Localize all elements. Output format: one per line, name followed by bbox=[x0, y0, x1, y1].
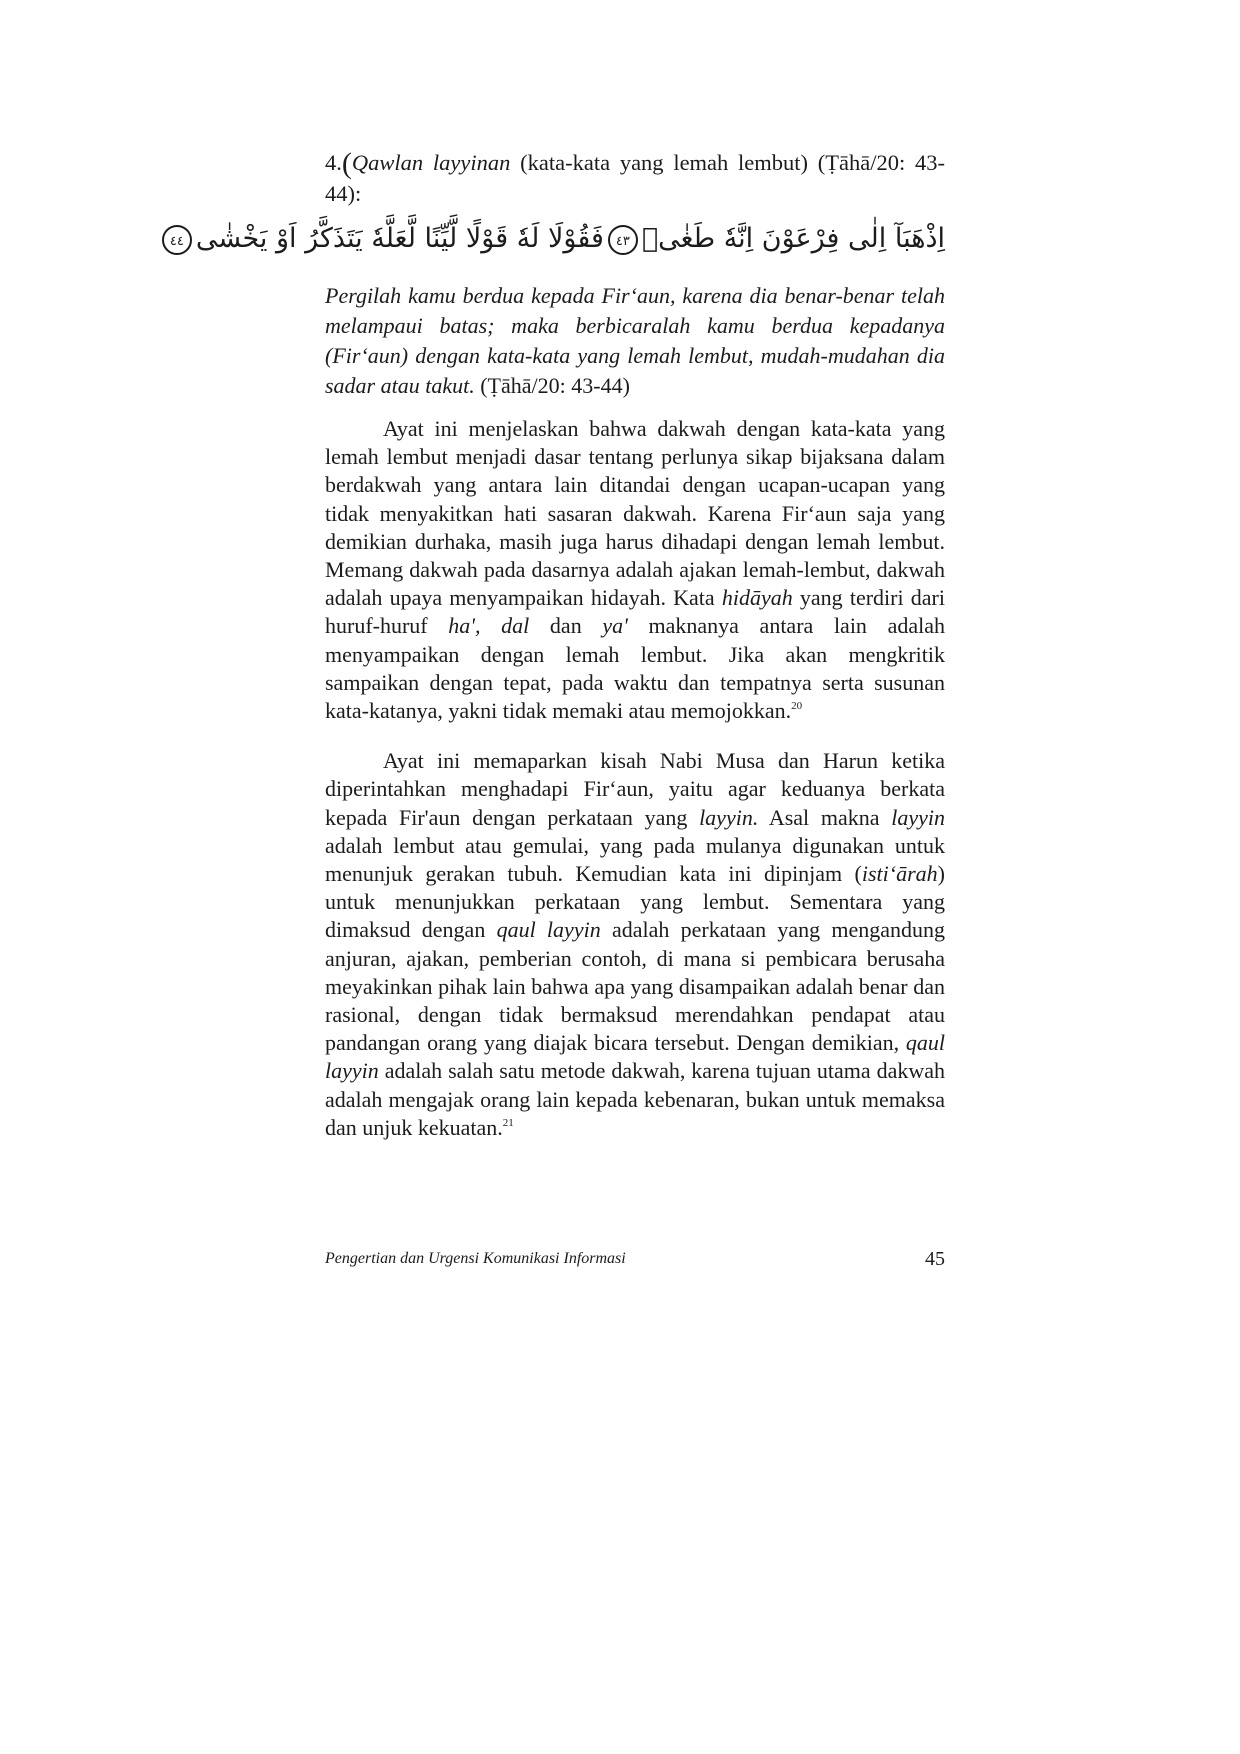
paragraph-1-text: yang terdiri dari huruf-huruf bbox=[325, 585, 945, 639]
term-layyin: layyin. bbox=[699, 804, 759, 830]
paragraph-1 bbox=[325, 415, 945, 725]
footnote-ref-20[interactable]: 20 bbox=[791, 700, 803, 713]
page-body bbox=[169, 147, 945, 1164]
term-hidayah: hidāyah bbox=[721, 585, 793, 611]
ayah-number-44: ٤٤ bbox=[162, 225, 192, 255]
page-footer bbox=[325, 1250, 945, 1268]
paragraph-1-text: dan bbox=[529, 613, 603, 639]
term-istiarah: isti‘ārah bbox=[861, 861, 938, 887]
section-gloss: (kata-kata yang lemah lembut) (Ṭāhā/20: 43-44): bbox=[325, 150, 945, 206]
term-letters: ha', dal bbox=[448, 613, 530, 639]
translation-reference: (Ṭāhā/20: 43-44) bbox=[474, 373, 630, 398]
footnote-ref-21[interactable]: 21 bbox=[502, 1116, 514, 1129]
section-heading bbox=[325, 148, 945, 209]
section-term: Qawlan layyinan bbox=[351, 150, 511, 175]
paragraph-1-text: maknanya antara lain adalah menyampaikan dengan lemah lembut. Jika akan mengkritik sampaikan dengan tepat, pada waktu dan tempatnya serta susunan kata-katanya, yakni tidak memaki atau memojokkan. bbox=[325, 613, 945, 724]
paragraph-2-text: Ayat ini memaparkan kisah Nabi Musa dan Harun ketika diperintahkan menghadapi Fir‘aun, yaitu agar keduanya berkata kepada Fir'aun dengan perkataan yang bbox=[325, 748, 945, 830]
quran-verse bbox=[169, 217, 945, 267]
paragraph-2-text: Asal makna bbox=[758, 804, 892, 830]
term-qaul-layyin: qaul layyin bbox=[325, 1030, 945, 1084]
verse-text-44: فَقُوْلَا لَهٗ قَوْلًا لَّيِّنًا لَّعَلَّهٗ يَتَذَكَّرُ اَوْ يَخْشٰى bbox=[195, 223, 604, 254]
paragraph-2-text: adalah salah satu metode dakwah, karena tujuan utama dakwah adalah mengajak orang lain kepada kebenaran, bukan untuk memaksa dan unjuk kekuatan. bbox=[325, 1058, 945, 1140]
page-number: 45 bbox=[925, 1248, 945, 1270]
verse-text-43: اِذْهَبَآ اِلٰى فِرْعَوْنَ اِنَّهٗ طَغٰىۚ bbox=[641, 223, 945, 254]
term-layyin: layyin bbox=[891, 804, 945, 830]
section-number: 4. bbox=[325, 150, 342, 175]
verse-translation bbox=[325, 281, 945, 401]
paragraph-2-text: adalah perkataan yang mengandung anjuran, ajakan, pemberian contoh, di mana si pembicara berusaha meyakinkan pihak lain bahwa apa yang disampaikan adalah benar dan rasional, dengan tidak bermaksud merendahkan pendapat atau pandangan orang yang diajak bicara tersebut. Dengan demikian, bbox=[325, 917, 945, 1056]
paragraph-2-text: adalah lembut atau gemulai, yang pada mulanya digunakan untuk menunjuk gerakan tubuh. Kemudian kata ini dipinjam ( bbox=[325, 832, 945, 887]
translation-text: Pergilah kamu berdua kepada Fir‘aun, karena dia benar-benar telah melampaui batas; maka berbicaralah kamu berdua kepadanya (Fir‘aun) dengan kata-kata yang lemah lembut, mudah-mudahan dia sadar atau takut. bbox=[325, 283, 945, 398]
paragraph-2-text: ) untuk menunjukkan perkataan yang lembut. Sementara yang dimaksud dengan bbox=[325, 861, 945, 943]
ayah-number-43: ٤٣ bbox=[608, 225, 638, 255]
paragraph-2 bbox=[325, 747, 945, 1142]
paragraph-1-text: Ayat ini menjelaskan bahwa dakwah dengan kata-kata yang lemah lembut menjadi dasar tentang perlunya sikap bijaksana dalam berdakwah yang antara lain ditandai dengan ucapan-ucapan yang tidak menyakitkan hati sasaran dakwah. Karena Fir‘aun saja yang demikian durhaka, masih juga harus dihadapi dengan lemah lembut. Memang dakwah pada dasarnya adalah ajakan lemah-lembut, dakwah adalah upaya menyampaikan hidayah. Kata bbox=[325, 416, 945, 611]
running-footer-title: Pengertian dan Urgensi Komunikasi Informasi bbox=[325, 1250, 626, 1267]
section-open-paren: ( bbox=[341, 147, 352, 180]
term-qaul-layyin: qaul layyin bbox=[496, 917, 601, 943]
term-ya: ya' bbox=[602, 613, 628, 639]
